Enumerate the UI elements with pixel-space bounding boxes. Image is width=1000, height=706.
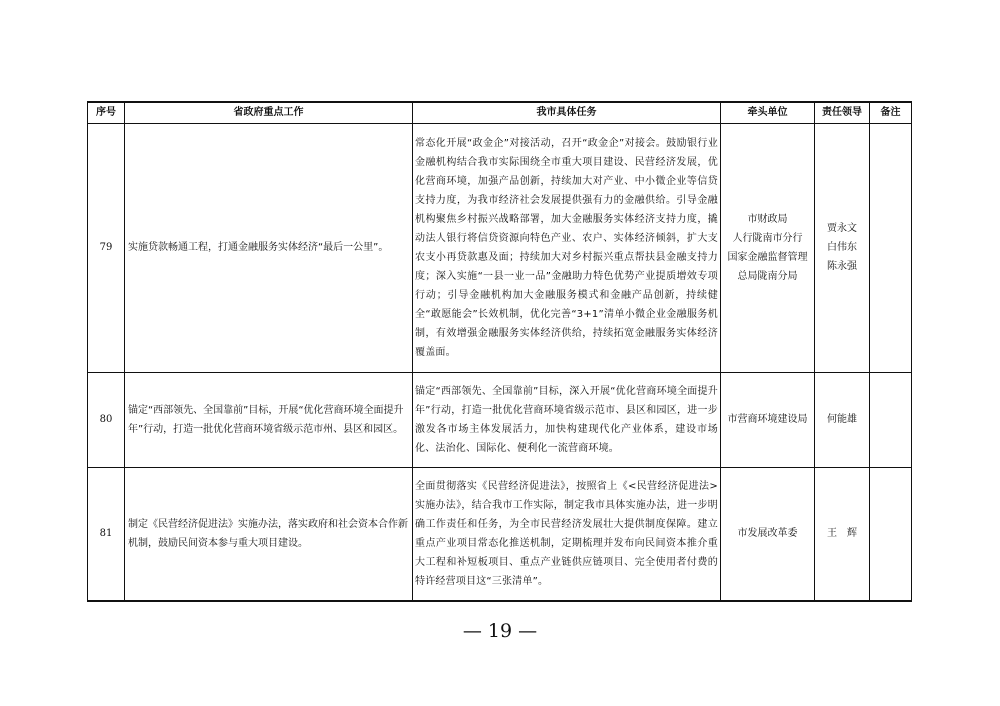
responsible-leader — [815, 123, 870, 372]
header-leader: 责任领导 — [815, 102, 870, 123]
leader-name: 王 辉 — [827, 528, 857, 540]
lead-unit-line: 总局陇南分局 — [737, 270, 798, 282]
leader-name: 贾永文 — [827, 223, 857, 234]
responsible-leader — [815, 372, 870, 467]
provincial-work-item: 锚定“西部领先、全国靠前”目标，开展“优化营商环境全面提升年”行动，打造一批优化营商环境省级示范市州、县区和园区。 — [125, 372, 413, 467]
header-task: 我市具体任务 — [413, 102, 721, 123]
lead-unit-line: 市营商环境建设局 — [727, 414, 808, 425]
lead-unit — [721, 123, 815, 372]
remark — [870, 123, 912, 372]
row-number: 80 — [88, 372, 125, 467]
city-task-text: 常态化开展“政金企”对接活动，召开“政金企”对接会。鼓励银行业金融机构结合我市实际围绕全市重大项目建设、民营经济发展，优化营商环境，加强产品创新，持续加大对产业、中小微企业等信贷支持力度，为我市经济社会发展提供强有力的金融供给。引导金融机构聚焦乡村振兴战略部署，加大金融服务实体经济支持力度，撬动法人银行将信贷资源向特色产业、农户、实体经济倾斜，扩大支农支小再贷款惠及面；持续加大对乡村振兴重点帮扶县金融支持力度；深入实施“一县一业一品”金融助力特色优势产业提质增效专项行动；引导金融机构加大金融服务模式和金融产品创新，持续健全“敢愿能会”长效机制，优化完善“3+1”清单小微企业金融服务机制，有效增强金融服务实体经济供给，持续拓宽金融服务实体经济覆盖面。 — [413, 123, 721, 372]
remark — [870, 372, 912, 467]
header-num: 序号 — [88, 102, 125, 123]
header-lead: 牵头单位 — [721, 102, 815, 123]
provincial-work-item: 制定《民营经济促进法》实施办法，落实政府和社会资本合作新机制，鼓励民间资本参与重大项目建设。 — [125, 467, 413, 601]
table-row — [88, 372, 912, 467]
header-item: 省政府重点工作 — [125, 102, 413, 123]
lead-unit — [721, 467, 815, 601]
lead-unit-line: 市财政局 — [747, 213, 788, 225]
header-note: 备注 — [870, 102, 912, 123]
row-number: 81 — [88, 467, 125, 601]
leader-name: 何能雄 — [827, 414, 857, 425]
lead-unit — [721, 372, 815, 467]
leader-name: 白伟东 — [827, 242, 857, 253]
row-number: 79 — [88, 123, 125, 372]
responsible-leader — [815, 467, 870, 601]
work-task-table — [87, 101, 912, 602]
leader-name: 陈永强 — [827, 261, 857, 272]
city-task-text: 锚定“西部领先、全国靠前”目标，深入开展“优化营商环境全面提升年”行动，打造一批优化营商环境省级示范市、县区和园区，进一步激发各市场主体发展活力，加快构建现代化产业体系，建设市场化、法治化、国际化、便利化一流营商环境。 — [413, 372, 721, 467]
page-number: — 19 — — [462, 620, 538, 642]
lead-unit-line: 国家金融监督管理 — [727, 251, 808, 263]
lead-unit-line: 市发展改革委 — [737, 528, 798, 540]
city-task-text: 全面贯彻落实《民营经济促进法》，按照省上《<民营经济促进法>实施办法》，结合我市工作实际，制定我市具体实施办法，进一步明确工作责任和任务，为全市民营经济发展壮大提供制度保障。建立重点产业项目常态化推送机制，定期梳理并发布向民间资本推介重大工程和补短板项目、重点产业链供应链项目、完全使用者付费的特许经营项目这“三张清单”。 — [413, 467, 721, 601]
table-row — [88, 123, 912, 372]
remark — [870, 467, 912, 601]
table-row — [88, 467, 912, 601]
lead-unit-line: 人行陇南市分行 — [732, 232, 803, 244]
provincial-work-item: 实施贷款畅通工程，打通金融服务实体经济“最后一公里”。 — [125, 123, 413, 372]
table-header-row — [88, 102, 912, 123]
